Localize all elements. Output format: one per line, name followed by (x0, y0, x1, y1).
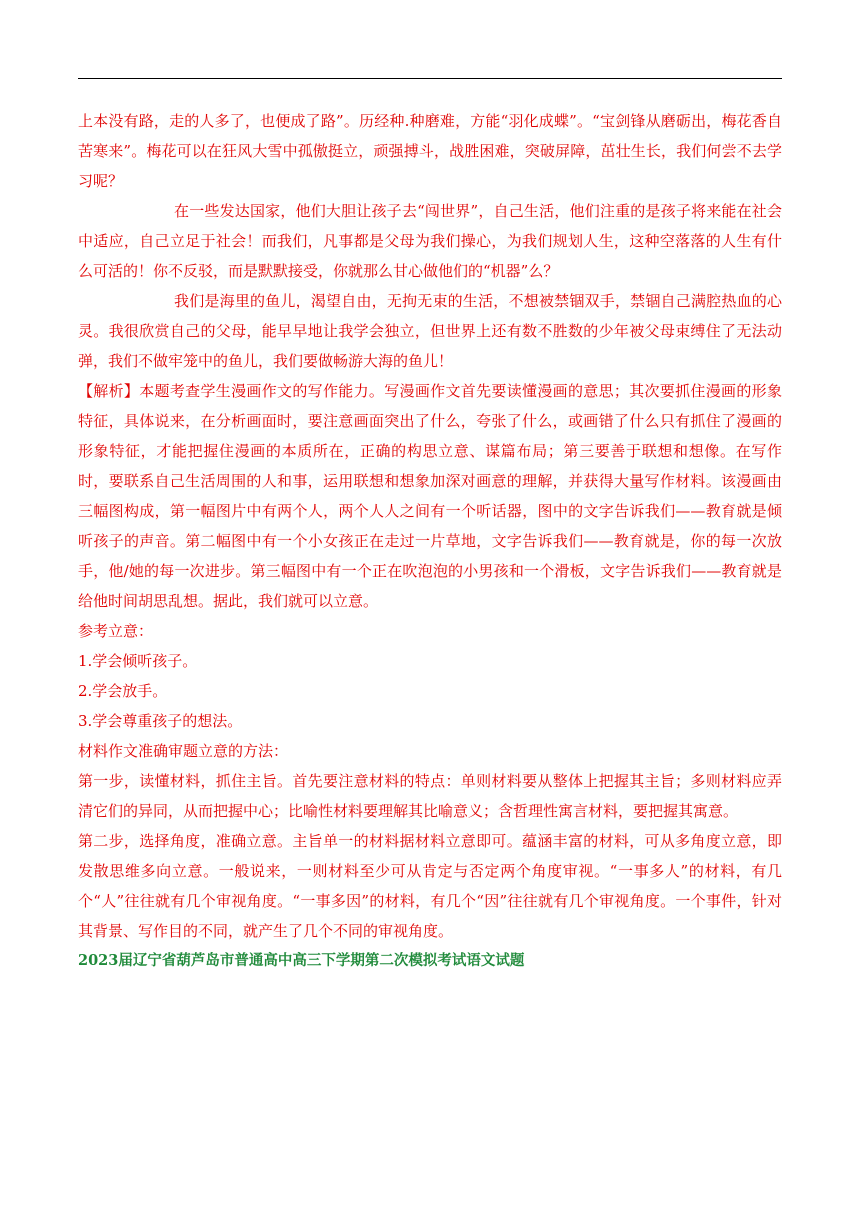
header-rule (78, 78, 782, 79)
analysis-paragraph (78, 376, 782, 616)
method-heading: 材料作文准确审题立意的方法： (78, 742, 289, 760)
analysis-label: 【解析】 (78, 382, 140, 400)
reference-item-3: 3.学会尊重孩子的想法。 (78, 712, 243, 730)
essay-paragraph-2: 在一些发达国家，他们大胆让孩子去“闯世界”，自己生活，他们注重的是孩子将来能在社会中适应，自己立足于社会！而我们，凡事都是父母为我们操心，为我们规划人生，这种空落落的人生有什么可活的！你不反驳，而是默默接受，你就那么甘心做他们的“机器”么？ (78, 202, 782, 280)
analysis-text: 本题考查学生漫画作文的写作能力。写漫画作文首先要读懂漫画的意思；其次要抓住漫画的形象特征，具体说来，在分析画面时，要注意画面突出了什么，夸张了什么，或画错了什么只有抓住了漫画的形象特征，才能把握住漫画的本质所在，正确的构思立意、谋篇布局；第三要善于联想和想像。在写作时，要联系自己生活周围的人和事，运用联想和想象加深对画意的理解，并获得大量写作材料。该漫画由三幅图构成，第一幅图片中有两个人，两个人人之间有一个听话器，图中的文字告诉我们——教育就是倾听孩子的声音。第二幅图中有一个小女孩正在走过一片草地，文字告诉我们——教育就是，你的每一次放手，他/她的每一次进步。第三幅图中有一个正在吹泡泡的小男孩和一个滑板，文字告诉我们——教育就是给他时间胡思乱想。据此，我们就可以立意。 (78, 382, 782, 610)
document-body (78, 106, 782, 976)
essay-paragraph-3: 我们是海里的鱼儿，渴望自由，无拘无束的生活，不想被禁锢双手，禁锢自己满腔热血的心灵。我很欣赏自己的父母，能早早地让我学会独立，但世界上还有数不胜数的少年被父母束缚住了无法动弹，我们不做牢笼中的鱼儿，我们要做畅游大海的鱼儿！ (78, 292, 782, 370)
method-step-1: 第一步，读懂材料，抓住主旨。首先要注意材料的特点：单则材料要从整体上把握其主旨；多则材料应弄清它们的异同，从而把握中心；比喻性材料要理解其比喻意义；含哲理性寓言材料，要把握其寓意。 (78, 772, 782, 820)
reference-heading: 参考立意： (78, 622, 154, 640)
reference-item-1: 1.学会倾听孩子。 (78, 652, 198, 670)
method-step-2: 第二步，选择角度，准确立意。主旨单一的材料据材料立意即可。蕴涵丰富的材料，可从多角度立意，即发散思维多向立意。一般说来，一则材料至少可从肯定与否定两个角度审视。“一事多人”的材料，有几个“人”往往就有几个审视角度。“一事多因”的材料，有几个“因”往往就有几个审视角度。一个事件，针对其背景、写作目的不同，就产生了几个不同的审视角度。 (78, 832, 782, 940)
source-title: 2023届辽宁省葫芦岛市普通高中高三下学期第二次模拟考试语文试题 (78, 952, 525, 969)
essay-paragraph-1: 上本没有路，走的人多了，也便成了路”。历经种.种磨难，方能“羽化成蝶”。“宝剑锋从磨砺出，梅花香自苦寒来”。梅花可以在狂风大雪中孤傲挺立，顽强搏斗，战胜困难，突破屏障，茁壮生长，我们何尝不去学习呢？ (78, 112, 782, 190)
reference-item-2: 2.学会放手。 (78, 682, 168, 700)
